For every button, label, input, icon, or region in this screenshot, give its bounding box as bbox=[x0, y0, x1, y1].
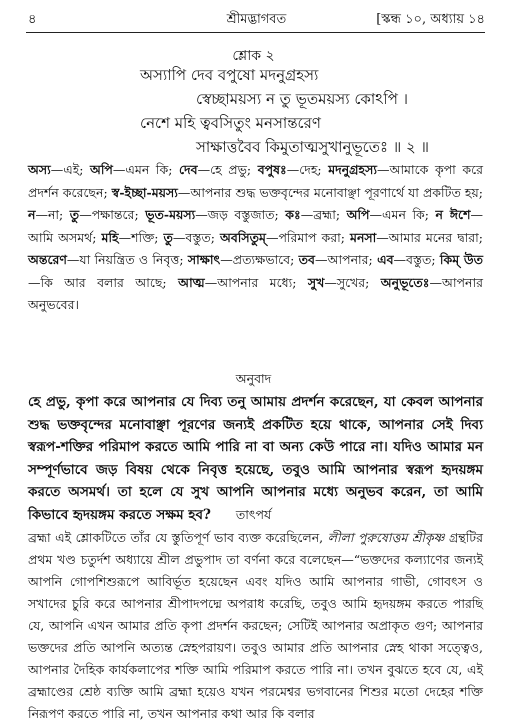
synonym-meaning: এমন কি; bbox=[382, 207, 436, 222]
synonym-dash: — bbox=[197, 162, 211, 177]
synonym-word: কিম্ উত bbox=[439, 252, 483, 267]
verse-label: শ্লোক ২ bbox=[232, 48, 275, 64]
synonym-word: বপুষঃ bbox=[257, 162, 287, 177]
synonym-meaning: জড় বস্তুজাত; bbox=[207, 207, 286, 222]
synonym-meaning: পক্ষান্তরে; bbox=[91, 207, 146, 222]
synonym-meaning: সুখের; bbox=[336, 274, 381, 290]
synonym-dash: — bbox=[470, 207, 483, 222]
synonym-meaning: আমাকে কৃপা করে প্রদর্শন করেছেন; bbox=[28, 162, 484, 200]
page-number: ৪ bbox=[28, 12, 37, 27]
synonym-dash: — bbox=[172, 229, 186, 245]
synonym-word: ন ঈশে bbox=[435, 207, 471, 222]
synonym-word: সুখ bbox=[307, 274, 325, 290]
synonym-dash: — bbox=[220, 252, 233, 267]
synonym-word: আত্ম bbox=[178, 274, 205, 290]
synonym-meaning: আপনার শুদ্ধ ভক্তবৃন্দের মনোবাঞ্ছা পূরণার্থে যা প্রকটিত হয়; bbox=[190, 184, 484, 200]
synonym-word: স্ব-ইচ্ছা-ময়স্য bbox=[111, 184, 178, 200]
purport-heading: তাৎপর্য bbox=[235, 507, 272, 522]
purport-text-part-1: ব্রহ্মা এই শ্লোকটিতে তাঁর যে স্তুতিপূর্ণ ভাব ব্যক্ত করেছিলেন, bbox=[28, 530, 328, 545]
synonym-dash: — bbox=[50, 162, 64, 177]
purport-text bbox=[28, 527, 483, 725]
synonym-word: তু bbox=[69, 207, 80, 222]
synonym-dash: — bbox=[376, 229, 389, 245]
translation-text: হে প্রভু, কৃপা করে আপনার যে দিব্য তনু আমায় প্রদর্শন করেছেন, যা কেবল আপনার শুদ্ধ ভক্তবৃন্দের মনোবাঞ্ছা পূরণের জন্যই প্রকটিত হয়ে থাকে, আপনার সেই দিব্য স্বরূপ-শক্তির পরিমাপ করতে আমি পারি না বা অন্য কেউ পারে না। যদিও আমার মন সম্পূর্ণভাবে জড় বিষয় থেকে নিবৃত্ত হয়েছে, তবুও আমি আপনার স্বরূপ হৃদয়ঙ্গম করতে অসমর্থ। তা হলে যে সুখ আপনি আপনার মধ্যে অনুভব করেন, তা আমি কিভাবে হৃদয়ঙ্গম করতে সক্ষম হব? bbox=[28, 394, 483, 523]
synonym-dash: — bbox=[112, 162, 126, 177]
synonym-meaning: ব্রহ্মা; bbox=[313, 207, 347, 222]
synonym-meaning: আমার মনের দ্বারা; bbox=[388, 229, 483, 245]
synonym-dash: — bbox=[35, 207, 48, 222]
synonym-dash: — bbox=[393, 252, 407, 267]
synonym-meaning: যা নিয়ন্ত্রিত ও নিবৃত্ত; bbox=[79, 252, 188, 267]
verse-line-2: স্বেচ্ছাময়স্য ন তু ভূতময়স্য কোঽপি । bbox=[196, 90, 409, 108]
synonym-dash: — bbox=[300, 207, 314, 222]
book-title-italic: লীলা পুরুষোত্তম শ্রীকৃষ্ণ bbox=[327, 530, 445, 545]
page-header bbox=[28, 10, 485, 32]
verse-line-3: নেশে মহি ত্ববসিতুং মনসান্তরেণ bbox=[140, 114, 321, 132]
synonym-dash: — bbox=[28, 274, 41, 290]
synonym-word: অপি bbox=[346, 207, 370, 222]
synonym-meaning: কি আর বলার আছে; bbox=[40, 274, 179, 290]
synonym-word: ভূত-ময়স্য bbox=[145, 207, 196, 222]
synonym-dash: — bbox=[376, 162, 390, 177]
synonym-meaning: শক্তি; bbox=[131, 229, 164, 245]
synonym-word: অন্তরেণ bbox=[28, 252, 67, 267]
synonym-word: অপি bbox=[90, 162, 113, 177]
synonym-meaning: না; bbox=[47, 207, 70, 222]
synonym-word: দেব bbox=[178, 162, 198, 177]
synonym-meaning: এই; bbox=[63, 162, 91, 177]
synonym-word: তব bbox=[298, 252, 315, 267]
synonym-meaning: আপনার; bbox=[327, 252, 378, 267]
synonym-word: এব bbox=[377, 252, 394, 267]
header-rule bbox=[26, 32, 485, 33]
synonym-word: অবসিতুম্ bbox=[220, 229, 266, 245]
synonym-dash: — bbox=[429, 274, 442, 290]
purport-text-part-2: গ্রন্থটির প্রথম খণ্ড চতুর্দশ অধ্যায়ে শ্রীল প্রভুপাদ তা বর্ণনা করে বলেছেন—“ভক্তদের কল্যাণের জন্যই আপনি গোপশিশুরূপে আবির্ভূত হয়েছেন এবং যদিও আমি আপনার গাভী, গোবৎস ও সখাদের চুরি করে আপনার শ্রীপাদপদ্মে অপরাধ করেছি, তবুও আমি হৃদয়ঙ্গম করতে পারছি যে, আপনি এখন আমার প্রতি কৃপা প্রদর্শন করছেন; সেটিই আপনার অপ্রাকৃত গুণ; আপনার ভক্তদের প্রতি আপনি অত্যন্ত স্নেহপরায়ণ। তবুও আমার প্রতি আপনার স্নেহ থাকা সত্ত্বেও, আপনার দৈহিক কার্যকলাপের শক্তি আমি পরিমাপ করতে পারি না। তখন বুঝতে হবে যে, এই ব্রহ্মাণ্ডের শ্রেষ্ঠ ব্যক্তি আমি ব্রহ্মা হয়েও যখন পরমেশ্বর ভগবানের শিশুর মতো দেহের শক্তি নিরূপণ করতে পারি না, তখন আপনার কথা আর কি বলার bbox=[28, 530, 483, 721]
synonym-dash: — bbox=[286, 162, 300, 177]
synonym-dash: — bbox=[204, 274, 218, 290]
book-title: শ্রীমদ্ভাগবত bbox=[226, 12, 287, 27]
synonym-dash: — bbox=[324, 274, 337, 290]
synonym-meaning: আপনার মধ্যে; bbox=[217, 274, 308, 290]
synonym-dash: — bbox=[195, 207, 208, 222]
synonym-dash: — bbox=[79, 207, 92, 222]
verse-line-1: অস্যাপি দেব বপুষো মদনুগ্রহস্য bbox=[140, 66, 319, 84]
synonym-word: মহি bbox=[101, 229, 119, 245]
synonym-meaning: বস্তুত; bbox=[406, 252, 440, 267]
synonyms-paragraph bbox=[28, 159, 483, 317]
synonym-dash: — bbox=[66, 252, 80, 267]
synonym-word: ন bbox=[28, 207, 36, 222]
synonym-word: মদনুগ্রহস্য bbox=[328, 162, 377, 177]
synonym-word: কঃ bbox=[285, 207, 301, 222]
synonym-dash: — bbox=[315, 252, 328, 267]
synonym-word: মনসা bbox=[350, 229, 377, 245]
synonym-meaning: হে প্রভু; bbox=[210, 162, 258, 177]
verse-line-4: সাক্ষাত্তবৈব কিমুতাত্মসুখানুভূতেঃ ॥ ২ ॥ bbox=[196, 138, 429, 156]
synonym-meaning: দেহ; bbox=[299, 162, 329, 177]
synonym-dash: — bbox=[265, 229, 279, 245]
synonym-word: অস্য bbox=[28, 162, 51, 177]
synonym-word: তু bbox=[163, 229, 173, 245]
synonym-meaning: বস্তুত; bbox=[185, 229, 220, 245]
synonym-dash: — bbox=[118, 229, 132, 245]
synonym-dash: — bbox=[369, 207, 383, 222]
synonym-meaning: আপনার অনুভবের। bbox=[28, 274, 483, 312]
synonym-meaning: প্রত্যক্ষভাবে; bbox=[232, 252, 299, 267]
synonym-word: সাক্ষাৎ bbox=[187, 252, 221, 267]
chapter-reference: [স্কন্ধ ১০, অধ্যায় ১৪ bbox=[376, 12, 485, 27]
synonym-meaning: পরিমাপ করা; bbox=[278, 229, 350, 245]
synonym-meaning: এমন কি; bbox=[125, 162, 179, 177]
translation-heading: অনুবাদ bbox=[235, 371, 272, 386]
synonym-word: অনুভূতেঃ bbox=[380, 274, 430, 290]
synonym-dash: — bbox=[177, 184, 191, 200]
synonym-meaning: আমি অসমর্থ; bbox=[28, 229, 102, 245]
